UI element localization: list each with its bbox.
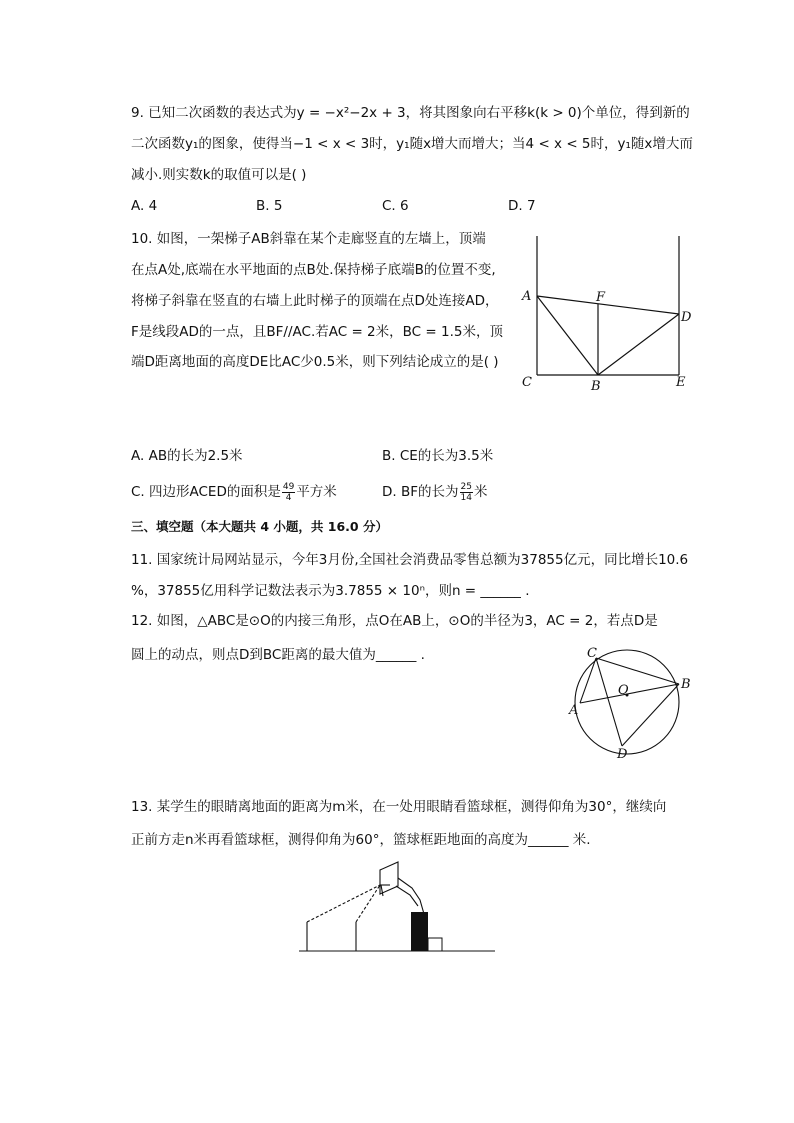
sightline-1 — [307, 885, 380, 922]
label-b: B — [681, 677, 691, 692]
q10-line-1: 10. 如图，一架梯子AB斜靠在某个走廊竖直的左墙上，顶端 — [131, 231, 486, 247]
fraction-denominator: 14 — [460, 492, 472, 503]
label-e: E — [676, 375, 686, 390]
q10-option-a: A. AB的长为2.5米 — [131, 448, 243, 464]
fraction-numerator: 25 — [460, 481, 472, 492]
label-d: D — [681, 310, 692, 325]
ladder-figure — [515, 228, 695, 398]
q12-line-1: 12. 如图，△ABC是⊙O的内接三角形，点O在AB上，⊙O的半径为3，AC = 2，若点D是 — [131, 613, 658, 629]
label-d: D — [617, 747, 628, 762]
fraction-25-14 — [460, 482, 473, 503]
label-o: O — [618, 683, 629, 698]
fraction-denominator: 4 — [285, 492, 292, 503]
label-b: B — [591, 379, 601, 394]
q13-line-2: 正前方走n米再看篮球框，测得仰角为60°，篮球框距地面的高度为______ 米. — [131, 832, 591, 848]
q10-option-b: B. CE的长为3.5米 — [382, 448, 494, 464]
q12-line-2: 圆上的动点，则点D到BC距离的最大值为______ . — [131, 647, 425, 663]
q9-option-c: C. 6 — [382, 198, 409, 214]
q10-option-d-text: D. BF的长为 — [382, 484, 459, 500]
q11-line-2: %，37855亿用科学记数法表示为3.7855 × 10ⁿ，则n = ______ . — [131, 583, 530, 599]
segment-ad — [537, 296, 679, 314]
label-a: A — [569, 703, 579, 718]
q10-line-4: F是线段AD的一点，且BF//AC.若AC = 2米，BC = 1.5米，顶 — [131, 324, 503, 340]
q10-line-2: 在点A处,底端在水平地面的点B处.保持梯子底端B的位置不变, — [131, 262, 496, 278]
q9-option-d: D. 7 — [508, 198, 536, 214]
q10-option-c-unit: 平方米 — [296, 484, 337, 500]
backboard — [380, 862, 398, 894]
hoop-base — [411, 912, 428, 951]
circle-figure — [562, 642, 700, 764]
q10-option-c-text: C. 四边形ACED的面积是 — [131, 484, 281, 500]
label-a: A — [522, 289, 532, 304]
net — [381, 885, 383, 896]
fraction-49-4 — [282, 482, 295, 503]
q10-option-d — [382, 477, 487, 507]
q9-line-3: 减小.则实数k的取值可以是( ) — [131, 167, 307, 183]
q10-line-5: 端D距离地面的高度DE比AC少0.5米，则下列结论成立的是( ) — [131, 354, 499, 370]
q13-line-1: 13. 某学生的眼睛离地面的距离为m米，在一处用眼睛看篮球框，测得仰角为30°，继续向 — [131, 799, 667, 815]
label-f: F — [596, 290, 606, 305]
fraction-numerator: 49 — [282, 481, 295, 492]
q10-option-d-unit: 米 — [473, 484, 488, 500]
circle-o — [575, 650, 679, 754]
q10-line-3: 将梯子斜靠在竖直的右墙上此时梯子的顶端在点D处连接AD， — [131, 293, 499, 309]
label-c: C — [522, 375, 532, 390]
section-heading: 三、填空题（本大题共 4 小题，共 16.0 分） — [131, 519, 388, 534]
q9-line-1: 9. 已知二次函数的表达式为y = −x²−2x + 3，将其图象向右平移k(k > 0)个单位，得到新的 — [131, 105, 690, 121]
segment-cd — [596, 658, 622, 746]
label-c: C — [587, 646, 597, 661]
hoop-arm-support — [396, 886, 418, 906]
q9-option-a: A. 4 — [131, 198, 158, 214]
segment-cb — [596, 658, 679, 684]
q9-option-b: B. 5 — [256, 198, 283, 214]
ladder-ab — [537, 296, 598, 375]
sightline-2 — [356, 885, 380, 922]
segment-ac — [580, 658, 596, 703]
ladder-bd — [598, 314, 679, 375]
q10-option-c — [131, 477, 337, 507]
q9-line-2: 二次函数y₁的图象，使得当−1 < x < 3时，y₁随x增大而增大；当4 < x < 5时，y₁随x增大而 — [131, 136, 693, 152]
basketball-hoop-figure — [296, 860, 500, 956]
hoop-base-foot — [428, 938, 442, 951]
q11-line-1: 11. 国家统计局网站显示，今年3月份,全国社会消费品零售总额为37855亿元，同比增长10.6 — [131, 552, 689, 568]
